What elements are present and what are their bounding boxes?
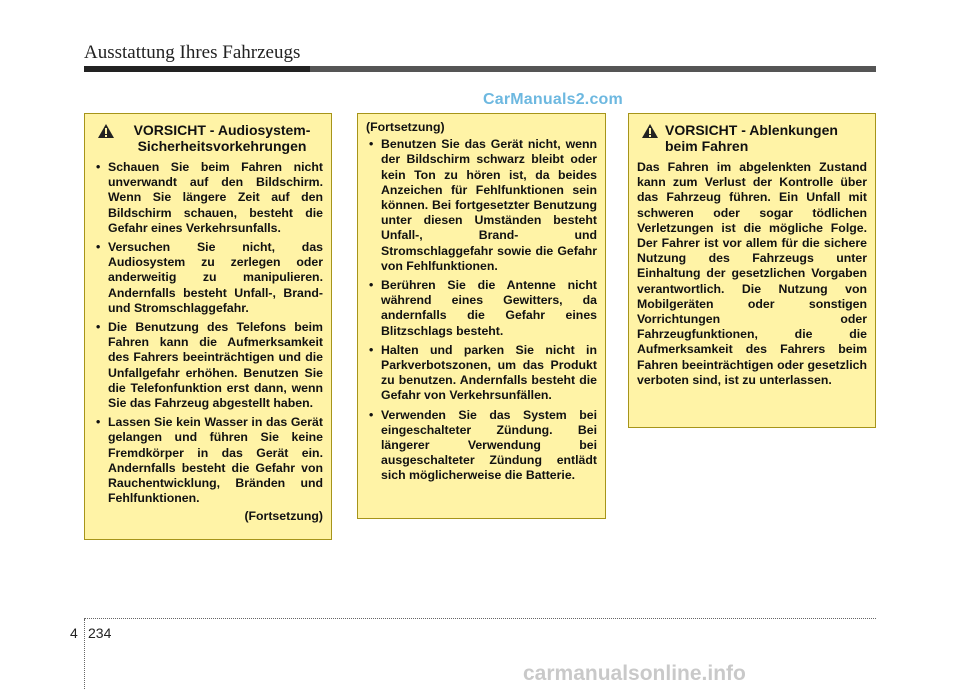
- caution-title-text: VORSICHT - Audiosystem-Sicherheitsvorkehrungen: [133, 122, 311, 154]
- header-title: Ausstattung Ihres Fahrzeugs: [84, 42, 301, 63]
- watermark-bottom-link[interactable]: carmanualsonline.info: [523, 662, 746, 685]
- caution-list: [93, 160, 323, 506]
- warning-triangle-icon: [97, 123, 115, 139]
- continued-label: (Fortsetzung): [366, 120, 445, 134]
- footer-rule: [84, 618, 876, 619]
- caution-box-audio-safety: [84, 113, 332, 540]
- caution-box-continued: [357, 113, 606, 519]
- continued-label: (Fortsetzung): [244, 509, 323, 524]
- caution-title: [93, 122, 323, 154]
- footer-divider: [84, 619, 85, 689]
- list-item: • Halten und parken Sie nicht in Parkverbotszonen, um das Produkt zu benutzen. Andernfalls besteht die Gefahr von Verkehrsunfällen.: [366, 343, 597, 404]
- list-item: • Schauen Sie beim Fahren nicht unverwandt auf den Bildschirm. Wenn Sie längere Zeit auf den Bildschirm schauen, besteht die Gefahr eines Verkehrsunfalls.: [93, 160, 323, 236]
- caution-title: [637, 122, 867, 154]
- header-rule-accent: [84, 66, 310, 72]
- watermark-top-link[interactable]: CarManuals2.com: [483, 91, 623, 108]
- caution-box-distraction: [628, 113, 876, 428]
- list-item: • Berühren Sie die Antenne nicht während eines Gewitters, da andernfalls die Gefahr eines Blitzschlags besteht.: [366, 278, 597, 339]
- list-item: • Die Benutzung des Telefons beim Fahren kann die Aufmerksamkeit des Fahrers beeinträchtigen und die Unfallgefahr erhöhen. Benutzen Sie die Telefonfunktion erst dann, wenn Sie das Fahrzeug abgestellt haben.: [93, 320, 323, 411]
- page-number: 234: [88, 625, 112, 641]
- list-item: • Versuchen Sie nicht, das Audiosystem zu zerlegen oder anderweitig zu manipulieren. Andernfalls besteht Unfall-, Brand- und Stromschlaggefahr.: [93, 240, 323, 316]
- warning-triangle-icon: [641, 123, 659, 139]
- caution-title-text: VORSICHT - Ablenkungen beim Fahren: [665, 122, 838, 154]
- caution-paragraph: Das Fahren im abgelenkten Zustand kann zum Verlust der Kontrolle über das Fahrzeug führen. Ein Unfall mit schweren oder sogar tödlichen Verletzungen ist die mögliche Folge. Der Fahrer ist vor allem für die sichere Nutzung des Fahrzeugs unter Einhaltung der gesetzlichen Vorgaben verantwortlich. Die Nutzung von Mobilgeräten oder sonstigen Vorrichtungen oder Fahrzeugfunktionen, die die Aufmerksamkeit des Fahrers beim Fahren beeinträchtigen oder gesetzlich verboten sind, ist zu unterlassen.: [637, 160, 867, 387]
- caution-list: [366, 137, 597, 483]
- list-item: • Lassen Sie kein Wasser in das Gerät gelangen und führen Sie keine Fremdkörper in das Gerät ein. Andernfalls besteht die Gefahr von Rauchentwicklung, Bränden und Fehlfunktionen.: [93, 415, 323, 506]
- chapter-number: 4: [70, 625, 78, 641]
- list-item: • Benutzen Sie das Gerät nicht, wenn der Bildschirm schwarz bleibt oder kein Ton zu hören ist, da beides Anzeichen für Fehlfunktionen sein können. Bei fortgesetzter Benutzung unter diesen Umständen besteht Unfall-, Brand- und Stromschlaggefahr sowie die Gefahr von Fehlfunktionen.: [366, 137, 597, 274]
- list-item: • Verwenden Sie das System bei eingeschalteter Zündung. Bei längerer Verwendung bei ausgeschalteter Zündung entlädt sich möglicherweise die Batterie.: [366, 408, 597, 484]
